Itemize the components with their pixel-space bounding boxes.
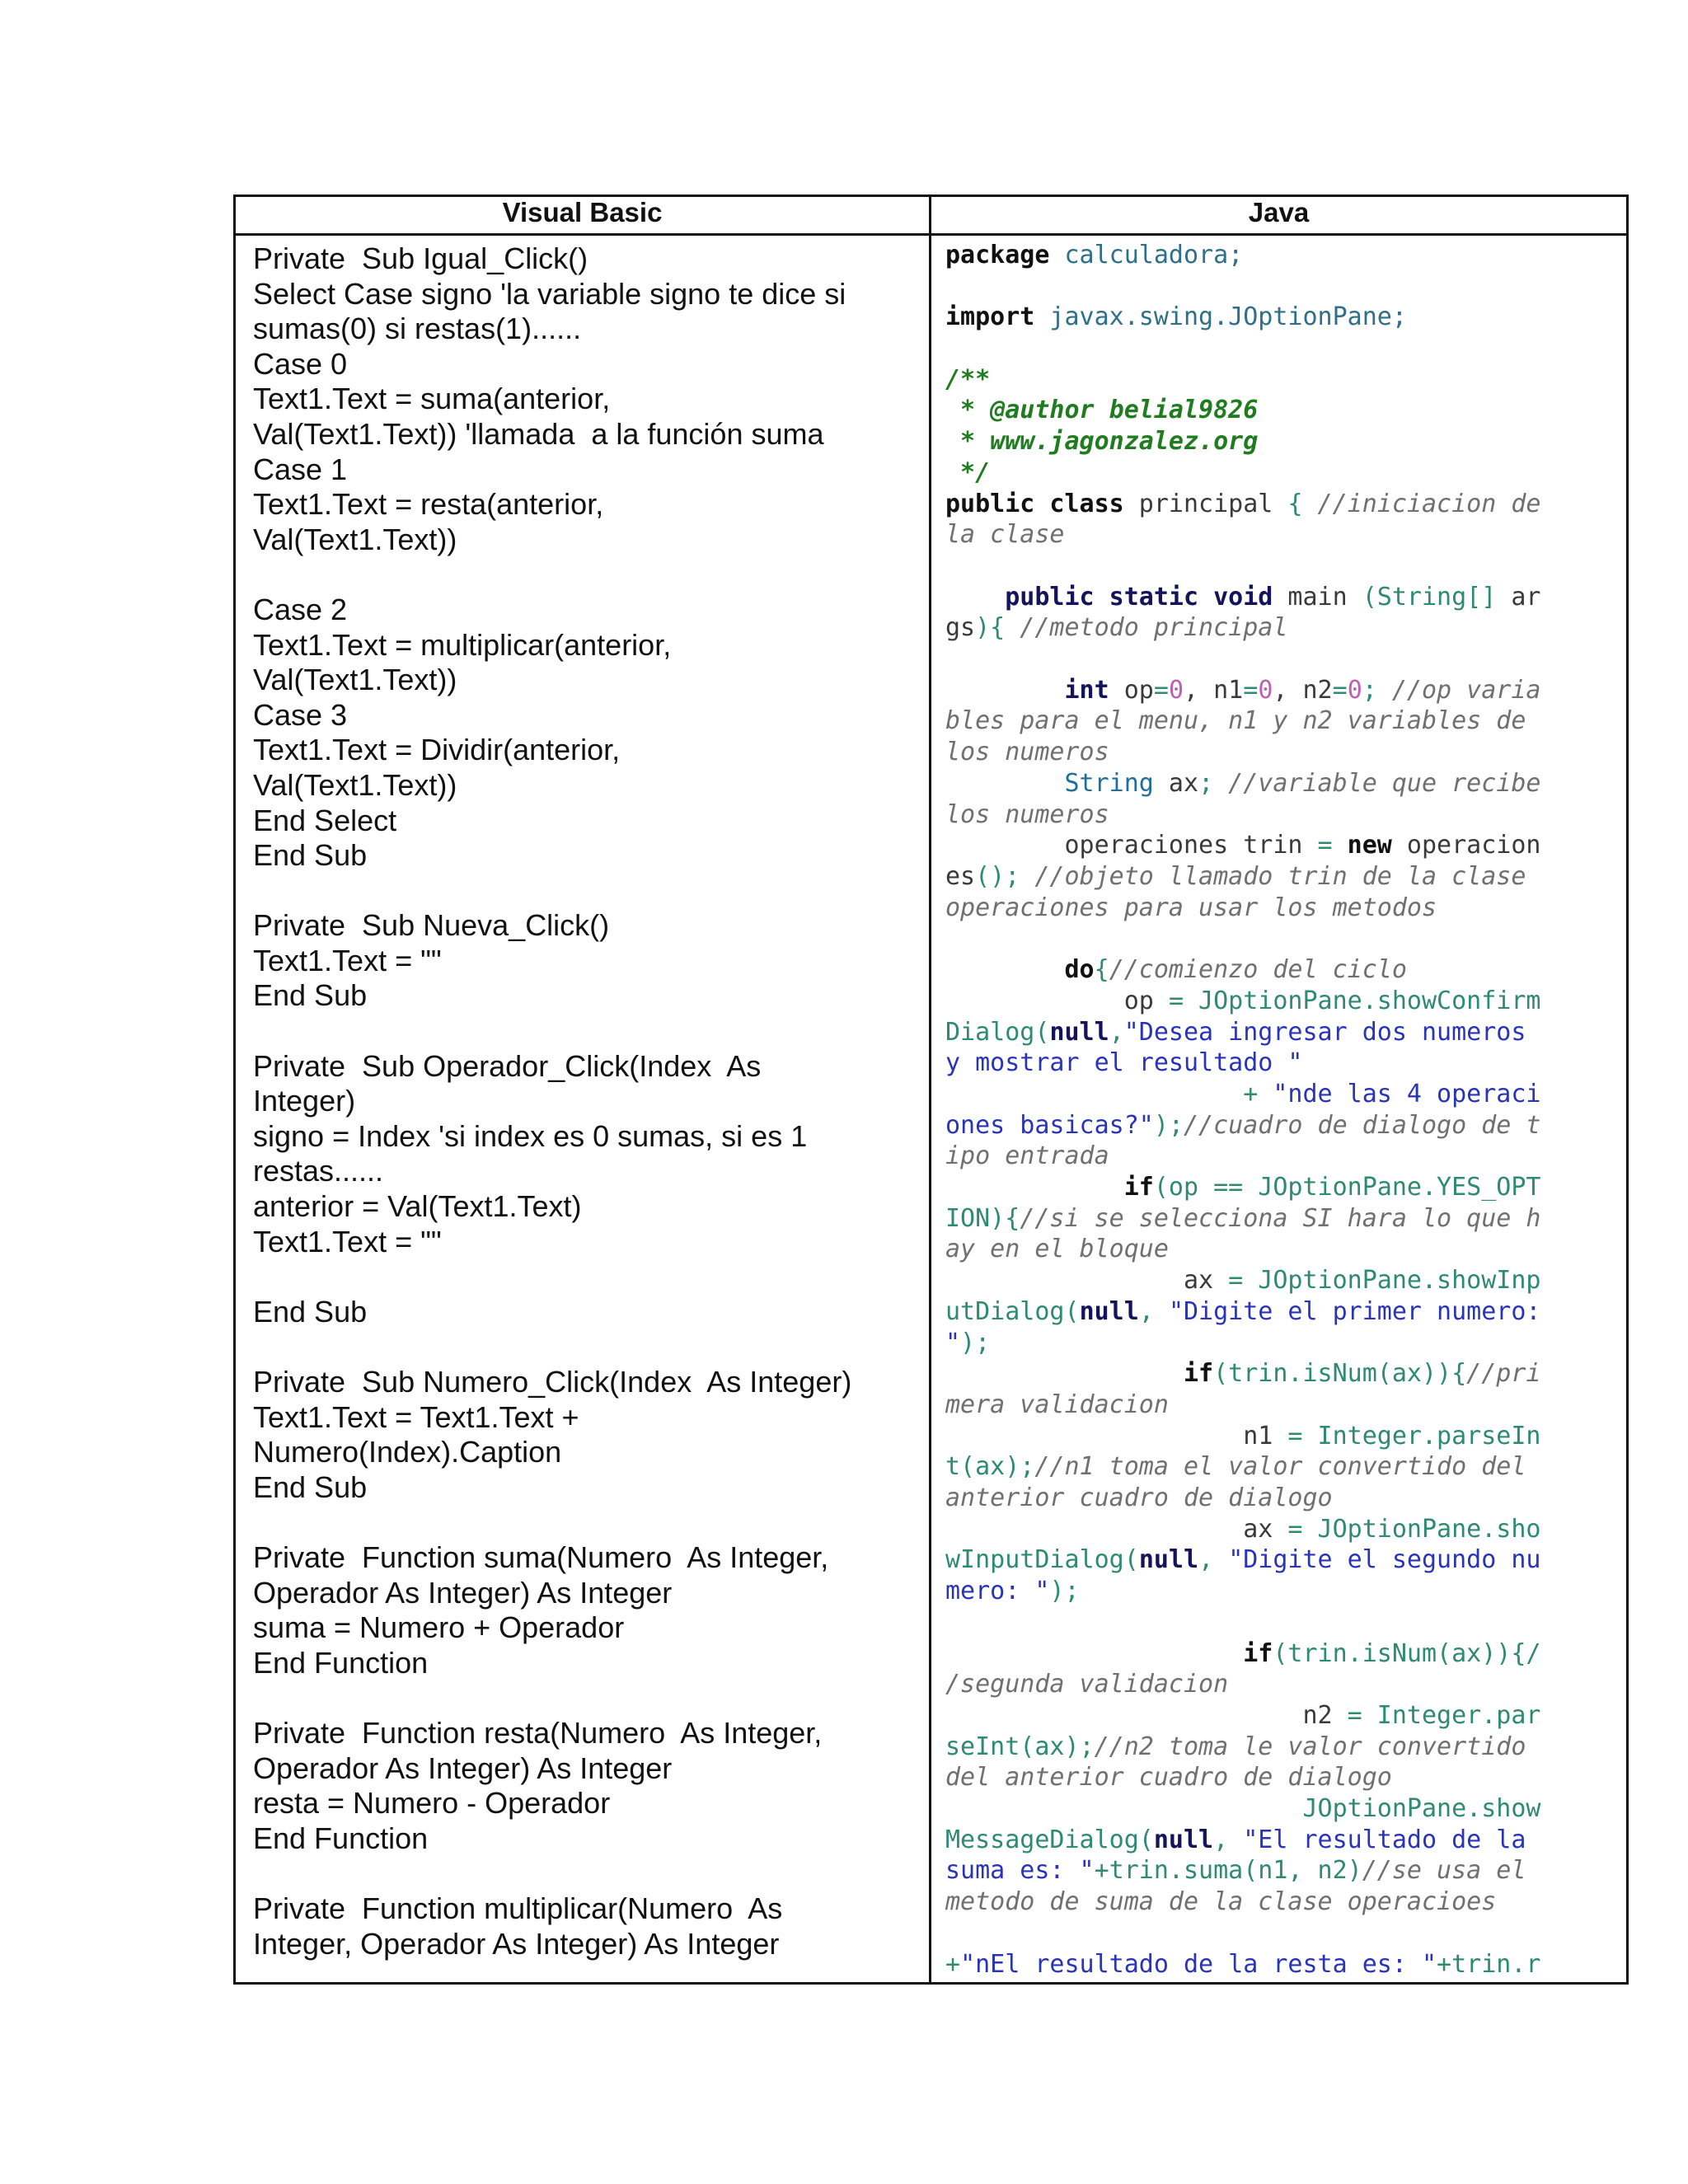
- java-token: (op: [1153, 1173, 1214, 1202]
- java-token: (String[]: [1362, 582, 1497, 612]
- java-token: Dialog(: [945, 1017, 1050, 1047]
- java-code-line: [945, 986, 1617, 1017]
- java-code-line: [945, 1296, 1617, 1328]
- java-token: n1: [945, 1421, 1288, 1451]
- vb-code-line: Text1.Text = resta(anterior,: [253, 487, 604, 522]
- java-token: public class: [945, 489, 1124, 518]
- java-token: ar: [1496, 582, 1541, 612]
- java-token: anterior cuadro de dialogo: [945, 1483, 1333, 1513]
- java-code-line: [945, 799, 1617, 831]
- vb-code-line: End Sub: [253, 838, 368, 873]
- java-token: = JOptionPane.showConfirm: [1168, 986, 1541, 1015]
- header-java: Java: [931, 196, 1628, 235]
- vb-code-line: suma = Numero + Operador: [253, 1610, 625, 1645]
- java-token: );: [960, 1328, 991, 1357]
- java-code-line: [945, 582, 1617, 613]
- vb-code-line: Text1.Text = Dividir(anterior,: [253, 733, 621, 767]
- java-code-line: [945, 1203, 1617, 1235]
- java-token: //metodo principal: [1005, 613, 1288, 643]
- vb-code-line: Case 0: [253, 346, 348, 381]
- java-token: ,: [1213, 1825, 1244, 1854]
- vb-code-line: Private Sub Nueva_Click(): [253, 908, 610, 943]
- vb-code-line: [253, 1259, 915, 1295]
- java-token: //si se selecciona SI hara lo que h: [1020, 1203, 1541, 1233]
- vb-code-line: [253, 1856, 915, 1891]
- java-token: );: [1153, 1110, 1184, 1140]
- java-token: +trin.r: [1437, 1949, 1541, 1979]
- java-token: //se usa el: [1362, 1856, 1526, 1886]
- java-code-line: [945, 954, 1617, 986]
- java-cell: [931, 235, 1628, 1984]
- java-token: =: [1243, 675, 1259, 705]
- java-code-line: [945, 333, 1617, 364]
- java-token: public static void: [945, 582, 1273, 612]
- vb-code-line: [253, 1680, 915, 1716]
- java-token: los numeros: [945, 738, 1109, 767]
- vb-code-line: End Function: [253, 1645, 429, 1680]
- vb-code-line: anterior = Val(Text1.Text): [253, 1189, 582, 1224]
- java-code-line: [945, 240, 1617, 271]
- java-token: if: [945, 1638, 1273, 1668]
- vb-code-line: [253, 557, 915, 593]
- java-token: = Integer.par: [1347, 1700, 1541, 1730]
- java-token: mera validacion: [945, 1390, 1169, 1419]
- java-token: 0: [1168, 675, 1184, 705]
- java-token: =: [1153, 675, 1169, 705]
- java-code-line: [945, 1017, 1617, 1048]
- vb-code-line: Select Case signo 'la variable signo te dice si: [253, 276, 846, 311]
- java-token: los numeros: [945, 799, 1109, 829]
- java-token: //comienzo del ciclo: [1109, 955, 1407, 985]
- java-code-block: [932, 237, 1625, 1980]
- java-token: =: [1317, 831, 1333, 860]
- vb-code-line: [253, 1505, 915, 1540]
- java-token: calculadora;: [1049, 241, 1244, 269]
- java-code-line: [945, 1949, 1617, 1980]
- java-token: null: [1049, 1017, 1109, 1047]
- java-token: del anterior cuadro de dialogo: [945, 1763, 1392, 1793]
- vb-code-line: Text1.Text = Text1.Text +: [253, 1399, 579, 1434]
- vb-code-line: restas......: [253, 1154, 384, 1188]
- java-token: gs: [945, 613, 976, 643]
- java-token: ax: [1153, 768, 1199, 798]
- java-code-line: [945, 1576, 1617, 1607]
- java-token: ": [945, 1328, 961, 1357]
- java-code-line: [945, 426, 1617, 457]
- java-code-line: [945, 1638, 1617, 1670]
- java-code-line: [945, 271, 1617, 302]
- vb-code-line: End Sub: [253, 978, 368, 1013]
- java-token: suma es: ": [945, 1856, 1095, 1886]
- java-token: //iniciacion de: [1302, 489, 1541, 518]
- java-token: utDialog(: [945, 1296, 1080, 1326]
- java-token: ,: [1138, 1296, 1169, 1326]
- java-code-line: [945, 1886, 1617, 1918]
- vb-code-line: Private Sub Igual_Click(): [253, 241, 588, 275]
- java-token: new: [1332, 831, 1392, 860]
- java-token: la clase: [945, 520, 1065, 550]
- java-token: //pri: [1466, 1359, 1541, 1389]
- vb-code-line: End Select: [253, 803, 397, 837]
- vb-code-line: Text1.Text = multiplicar(anterior,: [253, 627, 672, 662]
- java-code-line: [945, 1141, 1617, 1172]
- comparison-table: [233, 194, 1629, 1985]
- java-code-line: [945, 768, 1617, 799]
- java-token: seInt(ax);: [945, 1732, 1095, 1761]
- vb-code-line: End Sub: [253, 1294, 368, 1329]
- java-token: ones basicas?": [945, 1110, 1154, 1140]
- java-token: operaciones para usar los metodos: [945, 893, 1437, 922]
- vb-code-line: [253, 1014, 915, 1049]
- java-code-line: [945, 551, 1617, 582]
- java-token: (trin.: [1213, 1359, 1303, 1389]
- java-token: null: [1138, 1545, 1199, 1575]
- java-token: int: [945, 675, 1109, 705]
- java-token: ,: [1109, 1017, 1124, 1047]
- java-token: = JOptionPane.sho: [1287, 1514, 1541, 1544]
- java-token: javax.swing.JOptionPane;: [1034, 302, 1407, 332]
- java-code-line: [945, 1172, 1617, 1203]
- vb-code-line: Val(Text1.Text)): [253, 767, 457, 802]
- java-token: t(ax);: [945, 1452, 1035, 1482]
- java-token: {: [1287, 489, 1303, 518]
- vb-code-line: Private Sub Numero_Click(Index As Integer): [253, 1365, 852, 1399]
- java-code-line: [945, 1483, 1617, 1514]
- java-token: +trin.suma(n1, n2): [1094, 1856, 1362, 1886]
- java-token: package: [945, 241, 1050, 269]
- java-code-line: [945, 923, 1617, 954]
- java-token: n2: [945, 1700, 1348, 1730]
- java-code-line: [945, 612, 1617, 644]
- vb-code-line: Integer, Operador As Integer) As Integer: [253, 1926, 780, 1961]
- java-code-line: [945, 1265, 1617, 1296]
- java-code-line: [945, 395, 1617, 426]
- java-code-line: [945, 1047, 1617, 1079]
- java-token: if: [945, 1173, 1154, 1202]
- java-code-line: [945, 644, 1617, 675]
- java-token: = Integer.parseIn: [1287, 1421, 1541, 1451]
- header-row: [235, 196, 1628, 235]
- code-row: [235, 235, 1628, 1984]
- java-code-line: [945, 1918, 1617, 1949]
- java-token: MessageDialog(: [945, 1825, 1154, 1854]
- java-code-line: [945, 1234, 1617, 1265]
- vb-code-block: [237, 237, 928, 1961]
- java-code-line: [945, 1732, 1617, 1763]
- java-code-line: [945, 1855, 1617, 1886]
- vb-code-line: [253, 874, 915, 909]
- java-token: 0: [1258, 675, 1273, 705]
- header-visual-basic: Visual Basic: [235, 196, 931, 235]
- java-token: //n1 toma el valor convertido del: [1034, 1452, 1526, 1482]
- vb-code-line: sumas(0) si restas(1)......: [253, 312, 582, 346]
- java-code-line: [945, 1793, 1617, 1825]
- vb-code-line: Private Function resta(Numero As Integer,: [253, 1715, 823, 1750]
- java-code-line: [945, 1762, 1617, 1793]
- java-code-line: [945, 1825, 1617, 1856]
- java-code-line: [945, 1669, 1617, 1700]
- vb-code-line: Case 2: [253, 592, 348, 626]
- vb-code-line: Text1.Text = suma(anterior,: [253, 382, 611, 416]
- java-token: "Digite el segundo nu: [1228, 1545, 1541, 1575]
- java-token: //objeto llamado trin de la clase: [1020, 862, 1526, 891]
- java-token: , n2: [1273, 675, 1333, 705]
- java-token: ax: [945, 1266, 1229, 1296]
- vb-code-line: Private Sub Operador_Click(Index As: [253, 1048, 762, 1083]
- java-token: = JOptionPane.showInp: [1228, 1266, 1541, 1296]
- vb-cell: [235, 235, 931, 1984]
- java-token: (ax)){: [1376, 1359, 1467, 1389]
- java-code-line: [945, 1110, 1617, 1141]
- java-code-line: [945, 1079, 1617, 1110]
- java-code-line: [945, 1328, 1617, 1359]
- vb-code-line: Private Function suma(Numero As Integer,: [253, 1540, 829, 1574]
- java-token: ){: [975, 613, 1006, 643]
- vb-code-line: Operador As Integer) As Integer: [253, 1575, 673, 1610]
- vb-code-line: Case 1: [253, 452, 348, 486]
- vb-code-line: Private Function multiplicar(Numero As: [253, 1891, 783, 1925]
- java-token: metodo de suma de la clase operacioes: [945, 1887, 1497, 1917]
- java-token: if: [945, 1359, 1214, 1389]
- java-token: 0: [1347, 675, 1362, 705]
- java-token: ipo entrada: [945, 1141, 1109, 1171]
- java-code-line: [945, 302, 1617, 333]
- java-token: wInputDialog(: [945, 1545, 1139, 1575]
- java-token: +: [945, 1949, 961, 1979]
- vb-code-line: resta = Numero - Operador: [253, 1786, 611, 1821]
- vb-code-line: Numero(Index).Caption: [253, 1435, 562, 1469]
- java-token: ION){: [945, 1203, 1020, 1233]
- java-token: ();: [975, 862, 1020, 891]
- vb-code-line: Val(Text1.Text)) 'llamada a la función suma: [253, 416, 824, 451]
- java-token: /segunda validacion: [945, 1670, 1229, 1699]
- vb-code-line: Case 3: [253, 697, 348, 732]
- java-code-line: [945, 1544, 1617, 1576]
- java-code-line: [945, 1451, 1617, 1483]
- java-code-line: [945, 364, 1617, 396]
- java-token: bles para el menu, n1 y n2 variables de: [945, 706, 1526, 736]
- java-token: ax: [945, 1514, 1288, 1544]
- vb-code-line: Integer): [253, 1084, 356, 1118]
- java-token: main: [1273, 582, 1362, 612]
- java-token: "El resultado de la: [1243, 1825, 1526, 1854]
- java-token: =: [1332, 675, 1348, 705]
- java-token: (trin.isNum(ax)){/: [1273, 1638, 1541, 1668]
- java-token: ;: [1362, 675, 1377, 705]
- vb-code-line: Text1.Text = "": [253, 1224, 442, 1258]
- java-token: "nEl resultado de la resta es: ": [960, 1949, 1437, 1979]
- vb-code-line: Val(Text1.Text)): [253, 663, 457, 697]
- java-token: String: [945, 768, 1154, 798]
- java-code-line: [945, 675, 1617, 706]
- java-code-line: [945, 737, 1617, 768]
- java-token: operaciones trin: [945, 831, 1318, 860]
- vb-code-line: End Function: [253, 1821, 429, 1855]
- vb-code-line: Text1.Text = "": [253, 943, 442, 977]
- java-token: //n2 toma le valor convertido: [1094, 1732, 1526, 1761]
- java-token: == JOptionPane.YES_OPT: [1213, 1173, 1541, 1202]
- java-token: mero: ": [945, 1577, 1050, 1606]
- java-token: import: [945, 302, 1035, 332]
- java-code-line: [945, 705, 1617, 737]
- java-token: op: [945, 986, 1169, 1015]
- java-token: JOptionPane.show: [945, 1794, 1541, 1824]
- java-token: operacion: [1391, 831, 1541, 860]
- java-token: do: [945, 955, 1095, 985]
- java-code-line: [945, 1390, 1617, 1421]
- java-code-line: [945, 457, 1617, 489]
- java-token: +: [945, 1079, 1273, 1108]
- java-code-line: [945, 489, 1617, 520]
- java-token: /**: [945, 364, 991, 394]
- java-token: principal: [1123, 489, 1288, 518]
- java-token: * www.jagonzalez.org: [945, 427, 1259, 457]
- java-token: , n1: [1184, 675, 1244, 705]
- java-code-line: [945, 830, 1617, 861]
- java-token: */: [945, 457, 991, 487]
- java-code-line: [945, 893, 1617, 924]
- vb-code-line: End Sub: [253, 1469, 368, 1504]
- java-token: //op varia: [1376, 675, 1541, 705]
- java-token: op: [1109, 675, 1154, 705]
- java-token: //cuadro de dialogo de t: [1184, 1110, 1541, 1140]
- java-token: null: [1153, 1825, 1214, 1854]
- java-code-line: [945, 1514, 1617, 1545]
- java-code-line: [945, 1700, 1617, 1732]
- java-code-line: [945, 1421, 1617, 1452]
- java-token: "Digite el primer numero:: [1168, 1296, 1541, 1326]
- java-code-line: [945, 1607, 1617, 1638]
- java-token: ;: [1198, 768, 1214, 798]
- vb-code-line: Operador As Integer) As Integer: [253, 1750, 673, 1785]
- java-token: //variable que recibe: [1213, 768, 1541, 798]
- java-token: {: [1094, 955, 1109, 985]
- java-token: ay en el bloque: [945, 1235, 1169, 1264]
- java-token: );: [1049, 1577, 1080, 1606]
- vb-code-line: signo = Index 'si index es 0 sumas, si es 1: [253, 1118, 808, 1153]
- java-token: null: [1079, 1296, 1139, 1326]
- java-code-line: [945, 1358, 1617, 1390]
- java-token: * @author belial9826: [945, 396, 1259, 425]
- java-code-line: [945, 519, 1617, 551]
- java-token: "nde las 4 operaci: [1273, 1079, 1541, 1108]
- vb-code-line: [253, 1329, 915, 1365]
- java-token: y mostrar el resultado ": [945, 1048, 1303, 1078]
- java-token: ,: [1198, 1545, 1229, 1575]
- java-token: es: [945, 862, 976, 891]
- java-token: "Desea ingresar dos numeros: [1123, 1017, 1526, 1047]
- java-code-line: [945, 861, 1617, 893]
- java-token: isNum: [1302, 1359, 1377, 1389]
- vb-code-line: Val(Text1.Text)): [253, 522, 457, 556]
